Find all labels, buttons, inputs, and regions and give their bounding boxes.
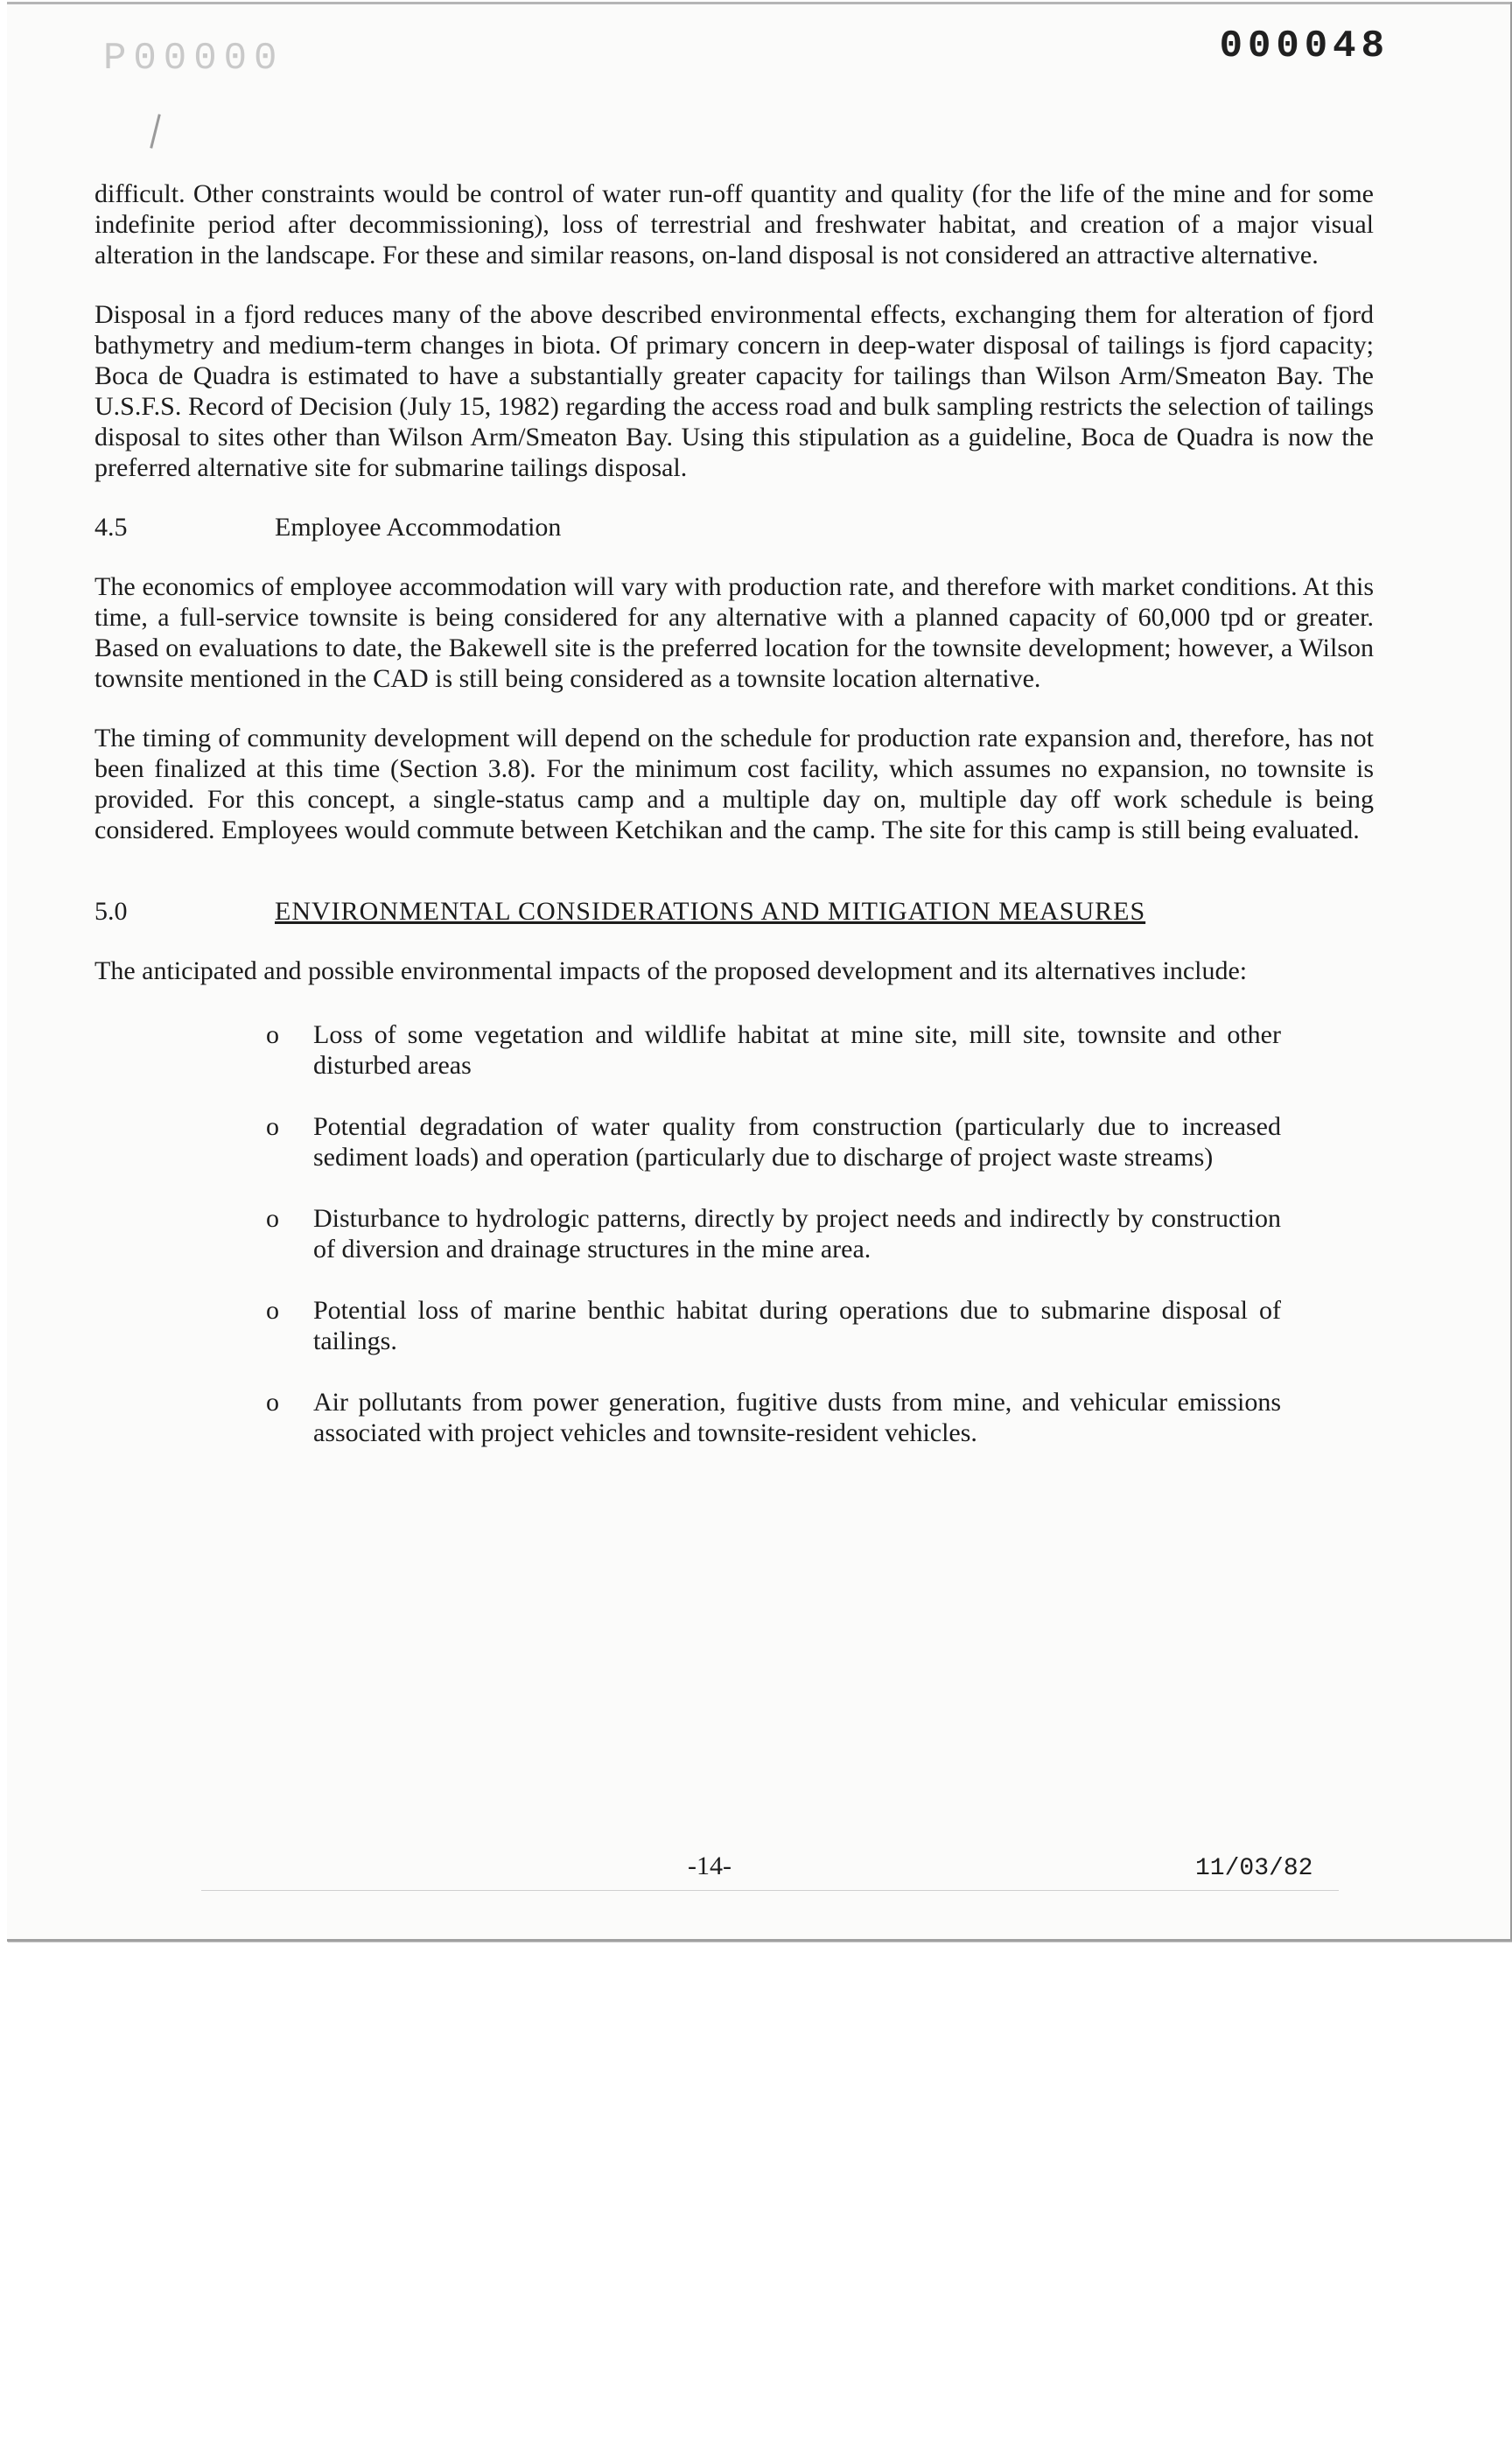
list-item-text: Disturbance to hydrologic patterns, directly by project needs and indirectly by construction of diversion and drainage structures in the mine area. — [313, 1204, 1281, 1264]
bullet-marker: o — [266, 1020, 279, 1049]
section-number: 4.5 — [94, 513, 128, 542]
impacts-list — [266, 1019, 1281, 1448]
section-number: 5.0 — [94, 897, 128, 926]
paragraph-impacts-intro: The anticipated and possible environmental impacts of the proposed development and its alternatives include: — [94, 956, 1248, 985]
list-item-text: Loss of some vegetation and wildlife habitat at mine site, mill site, townsite and other disturbed areas — [313, 1020, 1281, 1080]
page-number: -14- — [688, 1852, 732, 1880]
paragraph-disposal-constraints: difficult. Other constraints would be control of water run-off quantity and quality (for the life of the mine and for some indefinite period after decommissioning), loss of terrestrial and freshwater habitat, and creation of a major visual alteration in the landscape. For these and similar reasons, on-land disposal is not considered an attractive alternative. — [94, 179, 1374, 270]
list-item — [266, 1019, 1281, 1081]
footer-divider — [201, 1890, 1339, 1891]
paragraph-employee-accommodation: The economics of employee accommodation will vary with production rate, and therefore with market conditions. At this time, a full-service townsite is being considered for any alternative with a planned capacity of 60,000 tpd or greater. Based on evaluations to date, the Bakewell site is the preferred location for the townsite development; however, a Wilson townsite mentioned in the CAD is still being considered as a townsite location alternative. — [94, 572, 1374, 693]
list-item-text: Air pollutants from power generation, fugitive dusts from mine, and vehicular emissions associated with project vehicles and townsite-resident vehicles. — [313, 1388, 1281, 1447]
pencil-mark — [150, 114, 161, 149]
section-heading-5-0 — [94, 896, 1374, 927]
bullet-marker: o — [266, 1388, 279, 1417]
paragraph-fjord-disposal: Disposal in a fjord reduces many of the above described environmental effects, exchanging them for alteration of fjord bathymetry and medium-term changes in biota. Of primary concern in deep-water disposal of tailings is fjord capacity; Boca de Quadra is estimated to have a substantially greater capacity for tailings than Wilson Arm/Smeaton Bay. The U.S.F.S. Record of Decision (July 15, 1982) regarding the access road and bulk sampling restricts the selection of tailings disposal to sites other than Wilson Arm/Smeaton Bay. Using this stipulation as a guideline, Boca de Quadra is now the preferred alternative site for submarine tailings disposal. — [94, 300, 1374, 482]
bullet-marker: o — [266, 1296, 279, 1325]
bullet-marker: o — [266, 1204, 279, 1233]
page-body — [94, 178, 1374, 1448]
list-item-text: Potential degradation of water quality from construction (particularly due to increased sediment loads) and operation (particularly due to discharge of project waste streams) — [313, 1112, 1281, 1172]
section-title: Employee Accommodation — [275, 513, 562, 542]
faded-stamp: P00000 — [103, 37, 284, 80]
list-item — [266, 1111, 1281, 1172]
section-title: ENVIRONMENTAL CONSIDERATIONS AND MITIGATION MEASURES — [275, 897, 1146, 926]
paragraph-community-development: The timing of community development will depend on the schedule for production rate expansion and, therefore, has not been finalized at this time (Section 3.8). For the minimum cost facility, which assumes no expansion, no townsite is provided. For this concept, a single-status camp and a multiple day on, multiple day off work schedule is being considered. Employees would commute between Ketchikan and the camp. The site for this camp is still being evaluated. — [94, 724, 1374, 844]
document-number-stamp: 000048 — [1219, 24, 1390, 68]
list-item — [266, 1295, 1281, 1356]
bullet-marker: o — [266, 1112, 279, 1141]
list-item — [266, 1203, 1281, 1264]
list-item — [266, 1387, 1281, 1448]
document-date: 11/03/82 — [1195, 1855, 1313, 1882]
list-item-text: Potential loss of marine benthic habitat during operations due to submarine disposal of tailings. — [313, 1296, 1281, 1355]
section-heading-4-5 — [94, 512, 1374, 542]
